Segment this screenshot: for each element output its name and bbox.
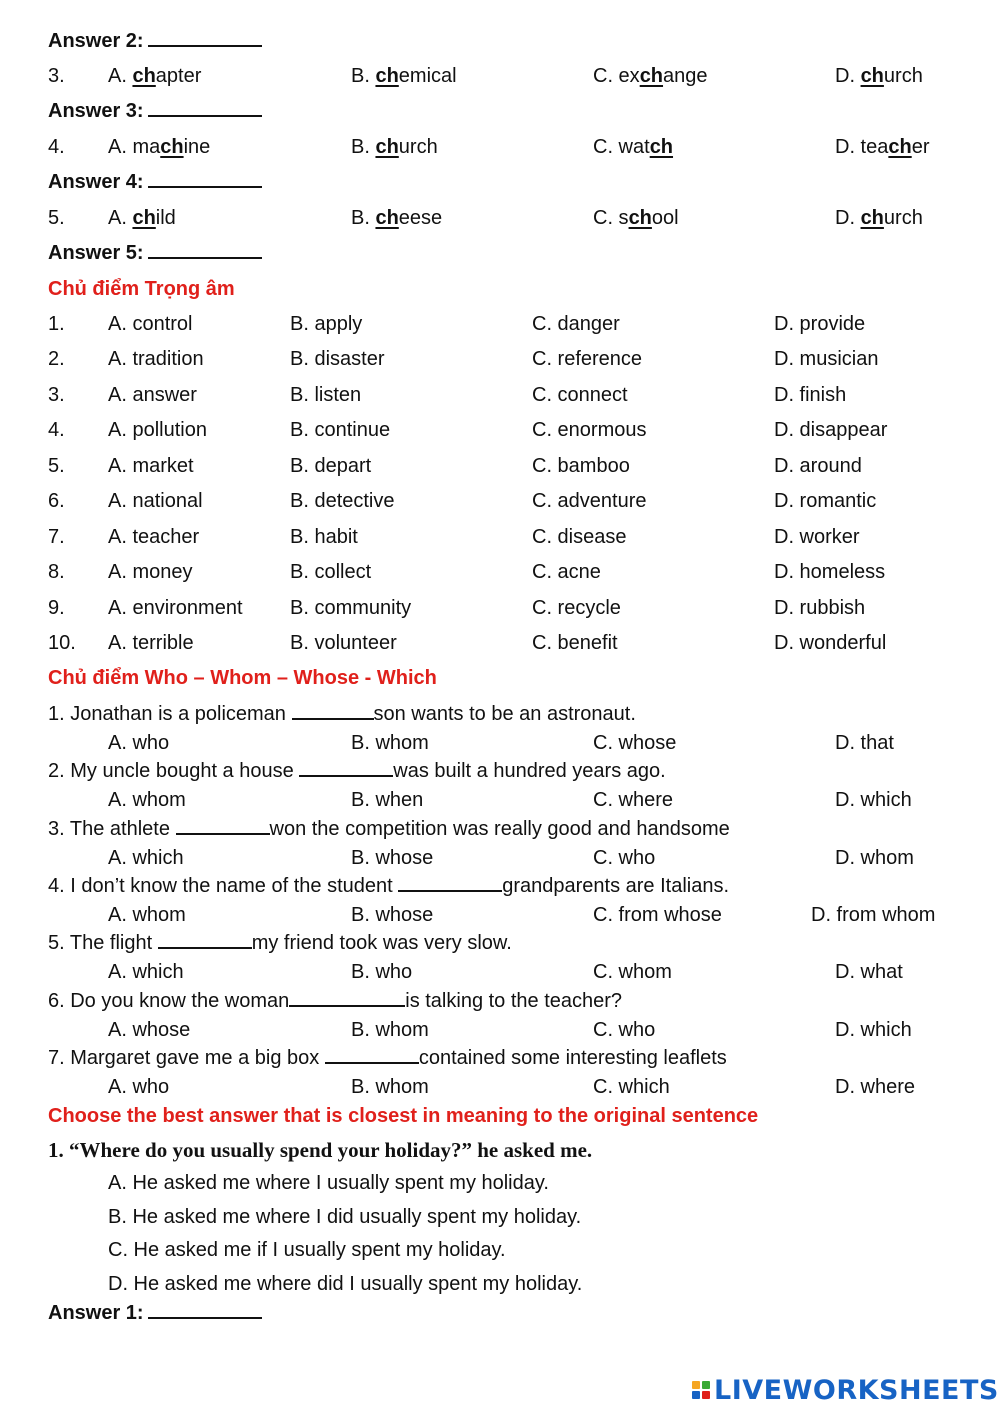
- relative-3-option-b[interactable]: B. whose: [351, 847, 434, 869]
- relative-question: 3. The athlete won the competition was really good and handsome: [48, 818, 730, 840]
- pron-5-option-d[interactable]: D. church: [835, 207, 923, 229]
- stress-1-option-b[interactable]: B. apply: [290, 313, 363, 335]
- relative-3-option-a[interactable]: A. which: [108, 847, 184, 869]
- stress-3-option-b[interactable]: B. listen: [290, 384, 362, 406]
- underlined-sound: ch: [860, 207, 884, 229]
- stress-7-option-b[interactable]: B. habit: [290, 526, 358, 548]
- stress-10-option-a[interactable]: A. terrible: [108, 632, 194, 654]
- relative-1-option-b[interactable]: B. whom: [351, 732, 429, 754]
- meaning-option-a[interactable]: A. He asked me where I usually spent my holiday.: [108, 1172, 549, 1194]
- stress-question-number: 7.: [48, 526, 65, 548]
- relative-blank[interactable]: [325, 1061, 419, 1064]
- meaning-question: 1. “Where do you usually spend your holiday?” he asked me.: [48, 1138, 593, 1162]
- relative-blank[interactable]: [398, 889, 502, 892]
- answer-2-blank[interactable]: [148, 44, 262, 47]
- relative-5-option-a[interactable]: A. which: [108, 961, 184, 983]
- relative-blank[interactable]: [292, 717, 374, 720]
- stress-7-option-d[interactable]: D. worker: [774, 526, 860, 548]
- underlined-sound: ch: [860, 65, 884, 87]
- relative-5-option-c[interactable]: C. whom: [593, 961, 672, 983]
- underlined-sound: ch: [639, 65, 664, 87]
- stress-9-option-d[interactable]: D. rubbish: [774, 597, 866, 619]
- stress-8-option-b[interactable]: B. collect: [290, 561, 372, 583]
- pron-5-option-a[interactable]: A. child: [108, 207, 176, 229]
- stress-10-option-d[interactable]: D. wonderful: [774, 632, 887, 654]
- stress-6-option-a[interactable]: A. national: [108, 490, 203, 512]
- stress-2-option-c[interactable]: C. reference: [532, 348, 643, 370]
- relative-2-option-c[interactable]: C. where: [593, 789, 674, 811]
- stress-10-option-c[interactable]: C. benefit: [532, 632, 618, 654]
- stress-9-option-b[interactable]: B. community: [290, 597, 412, 619]
- answer-3-blank[interactable]: [148, 114, 262, 117]
- relative-3-option-d[interactable]: D. whom: [835, 847, 914, 869]
- relative-question: 2. My uncle bought a house was built a hundred years ago.: [48, 760, 666, 782]
- stress-4-option-b[interactable]: B. continue: [290, 419, 391, 441]
- relative-4-option-b[interactable]: B. whose: [351, 904, 434, 926]
- stress-5-option-b[interactable]: B. depart: [290, 455, 372, 477]
- stress-8-option-d[interactable]: D. homeless: [774, 561, 886, 583]
- relative-blank[interactable]: [158, 946, 252, 949]
- pron-5-option-b[interactable]: B. cheese: [351, 207, 443, 229]
- relative-question: 6. Do you know the woman is talking to the teacher?: [48, 990, 623, 1012]
- stress-9-option-c[interactable]: C. recycle: [532, 597, 621, 619]
- stress-question-number: 4.: [48, 419, 65, 441]
- underlined-sound: ch: [132, 65, 156, 87]
- underlined-sound: ch: [888, 136, 912, 158]
- meaning-option-b[interactable]: B. He asked me where I did usually spent my holiday.: [108, 1206, 582, 1228]
- stress-3-option-c[interactable]: C. connect: [532, 384, 628, 406]
- meaning-heading: Choose the best answer that is closest in meaning to the original sentence: [48, 1105, 759, 1127]
- underlined-sound: ch: [375, 65, 399, 87]
- meaning-option-d[interactable]: D. He asked me where did I usually spent my holiday.: [108, 1273, 583, 1295]
- answer-1-line: Answer 1:: [48, 1303, 262, 1323]
- relative-6-option-a[interactable]: A. whose: [108, 1019, 191, 1041]
- stress-1-option-c[interactable]: C. danger: [532, 313, 620, 335]
- relative-blank[interactable]: [299, 774, 393, 777]
- relative-3-option-c[interactable]: C. who: [593, 847, 656, 869]
- stress-2-option-b[interactable]: B. disaster: [290, 348, 385, 370]
- relative-question: 5. The flight my friend took was very slow.: [48, 932, 512, 954]
- stress-9-option-a[interactable]: A. environment: [108, 597, 243, 619]
- relative-heading: Chủ điểm Who – Whom – Whose - Which: [48, 667, 437, 689]
- answer-4-blank[interactable]: [148, 185, 262, 188]
- stress-4-option-c[interactable]: C. enormous: [532, 419, 647, 441]
- stress-3-option-a[interactable]: A. answer: [108, 384, 197, 406]
- stress-3-option-d[interactable]: D. finish: [774, 384, 847, 406]
- relative-7-option-b[interactable]: B. whom: [351, 1076, 429, 1098]
- stress-1-option-a[interactable]: A. control: [108, 313, 193, 335]
- pron-4-option-d[interactable]: D. teacher: [835, 136, 930, 158]
- meaning-option-c[interactable]: C. He asked me if I usually spent my holiday.: [108, 1239, 506, 1261]
- stress-6-option-c[interactable]: C. adventure: [532, 490, 647, 512]
- stress-4-option-d[interactable]: D. disappear: [774, 419, 888, 441]
- pron-3-option-c[interactable]: C. exchange: [593, 65, 708, 87]
- answer-2-line: Answer 2:: [48, 31, 262, 51]
- answer-1-blank[interactable]: [148, 1316, 262, 1319]
- stress-2-option-a[interactable]: A. tradition: [108, 348, 204, 370]
- relative-5-option-b[interactable]: B. who: [351, 961, 413, 983]
- relative-question: 4. I don’t know the name of the student grandparents are Italians.: [48, 875, 730, 897]
- stress-question-number: 3.: [48, 384, 65, 406]
- pron-4-option-b[interactable]: B. church: [351, 136, 438, 158]
- underlined-sound: ch: [375, 136, 399, 158]
- pron-3-option-d[interactable]: D. church: [835, 65, 923, 87]
- relative-6-option-d[interactable]: D. which: [835, 1019, 912, 1041]
- liveworksheets-logo: LIVEWORKSHEETS: [692, 1376, 999, 1404]
- relative-4-option-c[interactable]: C. from whose: [593, 904, 722, 926]
- relative-blank[interactable]: [289, 1004, 405, 1007]
- stress-question-number: 2.: [48, 348, 65, 370]
- relative-1-option-a[interactable]: A. who: [108, 732, 170, 754]
- underlined-sound: ch: [628, 207, 652, 229]
- relative-2-option-b[interactable]: B. when: [351, 789, 424, 811]
- stress-5-option-d[interactable]: D. around: [774, 455, 862, 477]
- stress-6-option-d[interactable]: D. romantic: [774, 490, 877, 512]
- stress-question-number: 10.: [48, 632, 76, 654]
- stress-5-option-a[interactable]: A. market: [108, 455, 194, 477]
- relative-blank[interactable]: [176, 832, 270, 835]
- stress-question-number: 9.: [48, 597, 65, 619]
- pron-4-option-a[interactable]: A. machine: [108, 136, 211, 158]
- stress-question-number: 1.: [48, 313, 65, 335]
- answer-3-line: Answer 3:: [48, 101, 262, 121]
- underlined-sound: ch: [132, 207, 156, 229]
- relative-question: 1. Jonathan is a policeman son wants to be an astronaut.: [48, 703, 636, 725]
- underlined-sound: ch: [375, 207, 399, 229]
- answer-5-blank[interactable]: [148, 256, 262, 259]
- relative-7-option-d[interactable]: D. where: [835, 1076, 916, 1098]
- relative-4-option-d[interactable]: D. from whom: [811, 904, 936, 926]
- stress-5-option-c[interactable]: C. bamboo: [532, 455, 630, 477]
- stress-1-option-d[interactable]: D. provide: [774, 313, 866, 335]
- stress-4-option-a[interactable]: A. pollution: [108, 419, 207, 441]
- stress-2-option-d[interactable]: D. musician: [774, 348, 879, 370]
- relative-1-option-c[interactable]: C. whose: [593, 732, 677, 754]
- pron-3-option-b[interactable]: B. chemical: [351, 65, 457, 87]
- relative-question: 7. Margaret gave me a big box contained some interesting leaflets: [48, 1047, 727, 1069]
- pron-4-option-c[interactable]: C. watch: [593, 136, 674, 158]
- logo-mark-icon: [692, 1381, 710, 1399]
- stress-6-option-b[interactable]: B. detective: [290, 490, 395, 512]
- stress-7-option-a[interactable]: A. teacher: [108, 526, 200, 548]
- relative-2-option-d[interactable]: D. which: [835, 789, 912, 811]
- relative-6-option-c[interactable]: C. who: [593, 1019, 656, 1041]
- answer-4-line: Answer 4:: [48, 172, 262, 192]
- relative-7-option-c[interactable]: C. which: [593, 1076, 670, 1098]
- pron-3-option-a[interactable]: A. chapter: [108, 65, 202, 87]
- stress-7-option-c[interactable]: C. disease: [532, 526, 627, 548]
- relative-5-option-d[interactable]: D. what: [835, 961, 903, 983]
- stress-8-option-a[interactable]: A. money: [108, 561, 193, 583]
- stress-10-option-b[interactable]: B. volunteer: [290, 632, 397, 654]
- stress-question-number: 5.: [48, 455, 65, 477]
- answer-5-line: Answer 5:: [48, 243, 262, 263]
- underlined-sound: ch: [649, 136, 674, 158]
- relative-7-option-a[interactable]: A. who: [108, 1076, 170, 1098]
- relative-4-option-a[interactable]: A. whom: [108, 904, 186, 926]
- underlined-sound: ch: [160, 136, 184, 158]
- stress-question-number: 8.: [48, 561, 65, 583]
- relative-1-option-d[interactable]: D. that: [835, 732, 894, 754]
- stress-8-option-c[interactable]: C. acne: [532, 561, 601, 583]
- pron-5-option-c[interactable]: C. school: [593, 207, 679, 229]
- relative-2-option-a[interactable]: A. whom: [108, 789, 186, 811]
- relative-6-option-b[interactable]: B. whom: [351, 1019, 429, 1041]
- stress-question-number: 6.: [48, 490, 65, 512]
- stress-heading: Chủ điểm Trọng âm: [48, 278, 235, 300]
